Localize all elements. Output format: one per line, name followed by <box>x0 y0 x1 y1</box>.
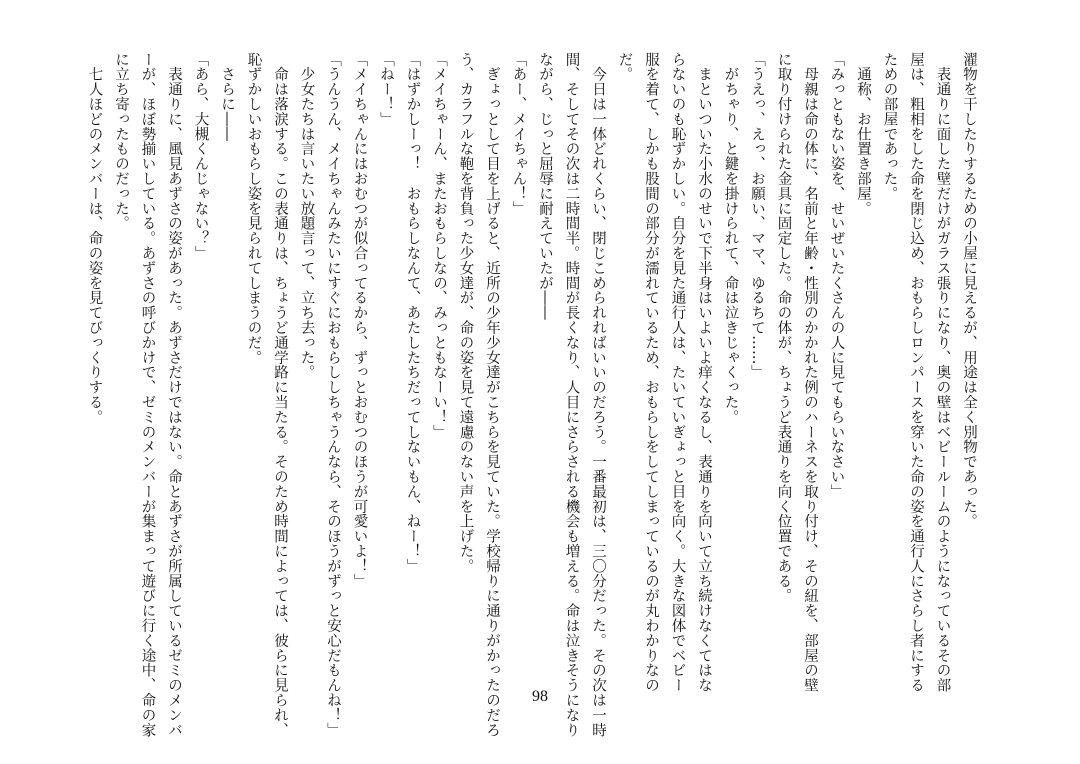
text-line: 七人ほどのメンバーは、命の姿を見てびっくりする。 <box>86 52 103 425</box>
text-line: らないのも恥ずかしい。自分を見た通行人は、たいていぎょっと目を向く。大きな図体でベビー <box>669 52 686 693</box>
text-line: ぎょっとして目を上げると、近所の少年少女達がこちらを見ていた。学校帰りに通りがかったのだろ <box>484 52 500 738</box>
text-line: 命は落涙する。この表通りは、ちょうど通学路に当たる。そのため時間によっては、彼らに見られ、 <box>272 52 288 738</box>
page-number: 98 <box>532 688 548 705</box>
text-line: がちゃり、と鍵を掛けられて、命は泣きじゃくった。 <box>722 52 739 425</box>
text-line: 表通りに面した壁だけがガラス張りになり、奥の壁はベビールームのようになっているその部 <box>934 52 951 693</box>
text-line: さらに―― <box>219 52 235 142</box>
text-line: 「メイちゃんにはおむつが似合ってるから、ずっとおむつのほうが可愛いよ！」 <box>351 52 368 589</box>
text-line: 今日は一体どれくらい、閉じこめられればいいのだろう。一番最初は、三〇分だった。その次は一時 <box>590 52 606 738</box>
text-line: 恥ずかしいおもらし姿を見られてしまうのだ。 <box>245 52 262 365</box>
text-line: 「うんうん、メイちゃんみたいにすぐにおもらししちゃうんなら、そのほうがずっと安心だもんね！」 <box>325 52 341 738</box>
text-line: 間、そしてその次は二時間半。時間が長くなり、人目にさらされる機会も増える。命は泣きそうになり <box>563 52 580 738</box>
text-line: 「あー、メイちゃん！」 <box>510 52 527 216</box>
text-line: 濯物を干したりするための小屋に見えるが、用途は全く別物であった。 <box>961 52 977 529</box>
text-line: 「はずかしーっ！ おもらしなんて、あたしたちだってしないもん、ねー！」 <box>404 52 421 574</box>
text-line: 屋は、粗相をした命を閉じ込め、おもらしロンパースを穿いた命の姿を通行人にさらし者にする <box>908 52 924 693</box>
text-line: に取り付けられた金具に固定した。命の体が、ちょうど表通りを向く位置である。 <box>775 52 792 604</box>
text-line: 表通りに、風見あずさの姿があった。あずさだけではない。命とあずさが所属しているゼミのメンバ <box>166 52 182 738</box>
text-line: だ。 <box>616 52 633 82</box>
text-line: 服を着て、しかも股間の部分が濡れているため、おもらしをしてしまっているのが丸わかりなの <box>643 52 659 693</box>
text-line: 少女たちは言いたい放題言って、立ち去った。 <box>298 52 315 380</box>
text-line: 「みっともない姿を、せいぜいたくさんの人に見てもらいなさい」 <box>828 52 845 499</box>
text-line: 通称、お仕置き部屋。 <box>855 52 871 216</box>
text-line: 「うえっ、えっ、お願い、ママ、ゆるちて……」 <box>749 52 765 380</box>
text-line: う、カラフルな鞄を背負った少女達が、命の姿を見て遠慮のない声を上げた。 <box>457 52 474 574</box>
text-line: 母親は命の体に、名前と年齢・性別のかかれた例のハーネスを取り付け、その紐を、部屋の壁 <box>802 52 818 693</box>
text-line: に立ち寄ったものだった。 <box>113 52 129 231</box>
text-line: 「メイちゃーん、またおもらしなの、みっともなーい！」 <box>431 52 447 440</box>
text-line: ながら、じっと屈辱に耐えていたが―― <box>537 52 553 321</box>
text-line: まといついた小水のせいで下半身はいよいよ痒くなるし、表通りを向いて立ち続けなくてはな <box>696 52 712 693</box>
text-line: ーが、ほぼ勢揃いしている。あずさの呼びかけで、ゼミのメンバーが集まって遊びに行く途中、命の家 <box>139 52 156 738</box>
text-line: 「あら、大槻くんじゃない？」 <box>192 52 209 261</box>
text-line: 「ねー！」 <box>378 52 394 127</box>
text-line: ための部屋であった。 <box>881 52 898 201</box>
